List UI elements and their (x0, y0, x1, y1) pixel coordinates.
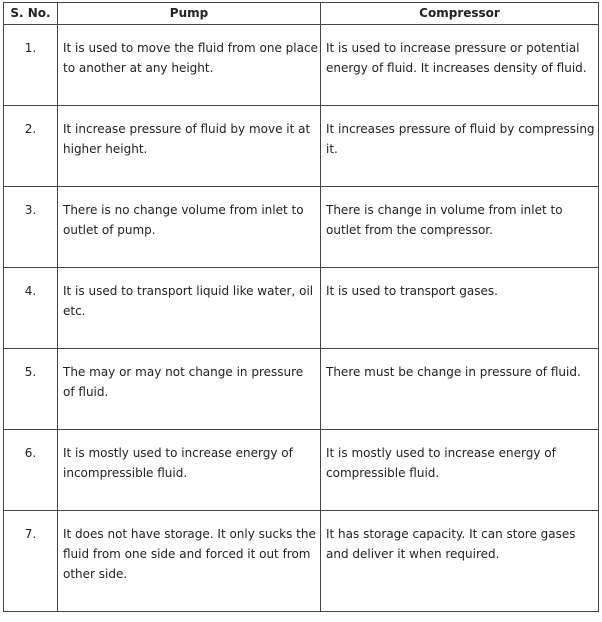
serial-number-cell: 5. (4, 349, 58, 430)
table-row (4, 187, 599, 268)
compressor-cell: It increases pressure of fluid by compressing it. (321, 106, 599, 187)
header-compressor: Compressor (321, 3, 599, 25)
table-row (4, 349, 599, 430)
pump-cell: The may or may not change in pressure of fluid. (58, 349, 321, 430)
serial-number-cell: 3. (4, 187, 58, 268)
header-serial-number: S. No. (4, 3, 58, 25)
header-row (4, 3, 599, 25)
comparison-table (3, 2, 599, 612)
pump-cell: It is mostly used to increase energy of incompressible fluid. (58, 430, 321, 511)
pump-cell: It is used to transport liquid like water, oil etc. (58, 268, 321, 349)
compressor-cell: It is mostly used to increase energy of compressible fluid. (321, 430, 599, 511)
serial-number-cell: 2. (4, 106, 58, 187)
compressor-cell: There must be change in pressure of fluid. (321, 349, 599, 430)
table-row (4, 106, 599, 187)
table-row (4, 268, 599, 349)
table-row (4, 511, 599, 612)
pump-cell: There is no change volume from inlet to outlet of pump. (58, 187, 321, 268)
compressor-cell: It is used to increase pressure or potential energy of fluid. It increases density of fluid. (321, 25, 599, 106)
compressor-cell: There is change in volume from inlet to outlet from the compressor. (321, 187, 599, 268)
compressor-cell: It has storage capacity. It can store gases and deliver it when required. (321, 511, 599, 612)
serial-number-cell: 6. (4, 430, 58, 511)
table-row (4, 430, 599, 511)
pump-cell: It increase pressure of fluid by move it at higher height. (58, 106, 321, 187)
pump-cell: It is used to move the fluid from one place to another at any height. (58, 25, 321, 106)
serial-number-cell: 7. (4, 511, 58, 612)
serial-number-cell: 4. (4, 268, 58, 349)
pump-cell: It does not have storage. It only sucks the fluid from one side and forced it out from other side. (58, 511, 321, 612)
table-row (4, 25, 599, 106)
serial-number-cell: 1. (4, 25, 58, 106)
compressor-cell: It is used to transport gases. (321, 268, 599, 349)
header-pump: Pump (58, 3, 321, 25)
